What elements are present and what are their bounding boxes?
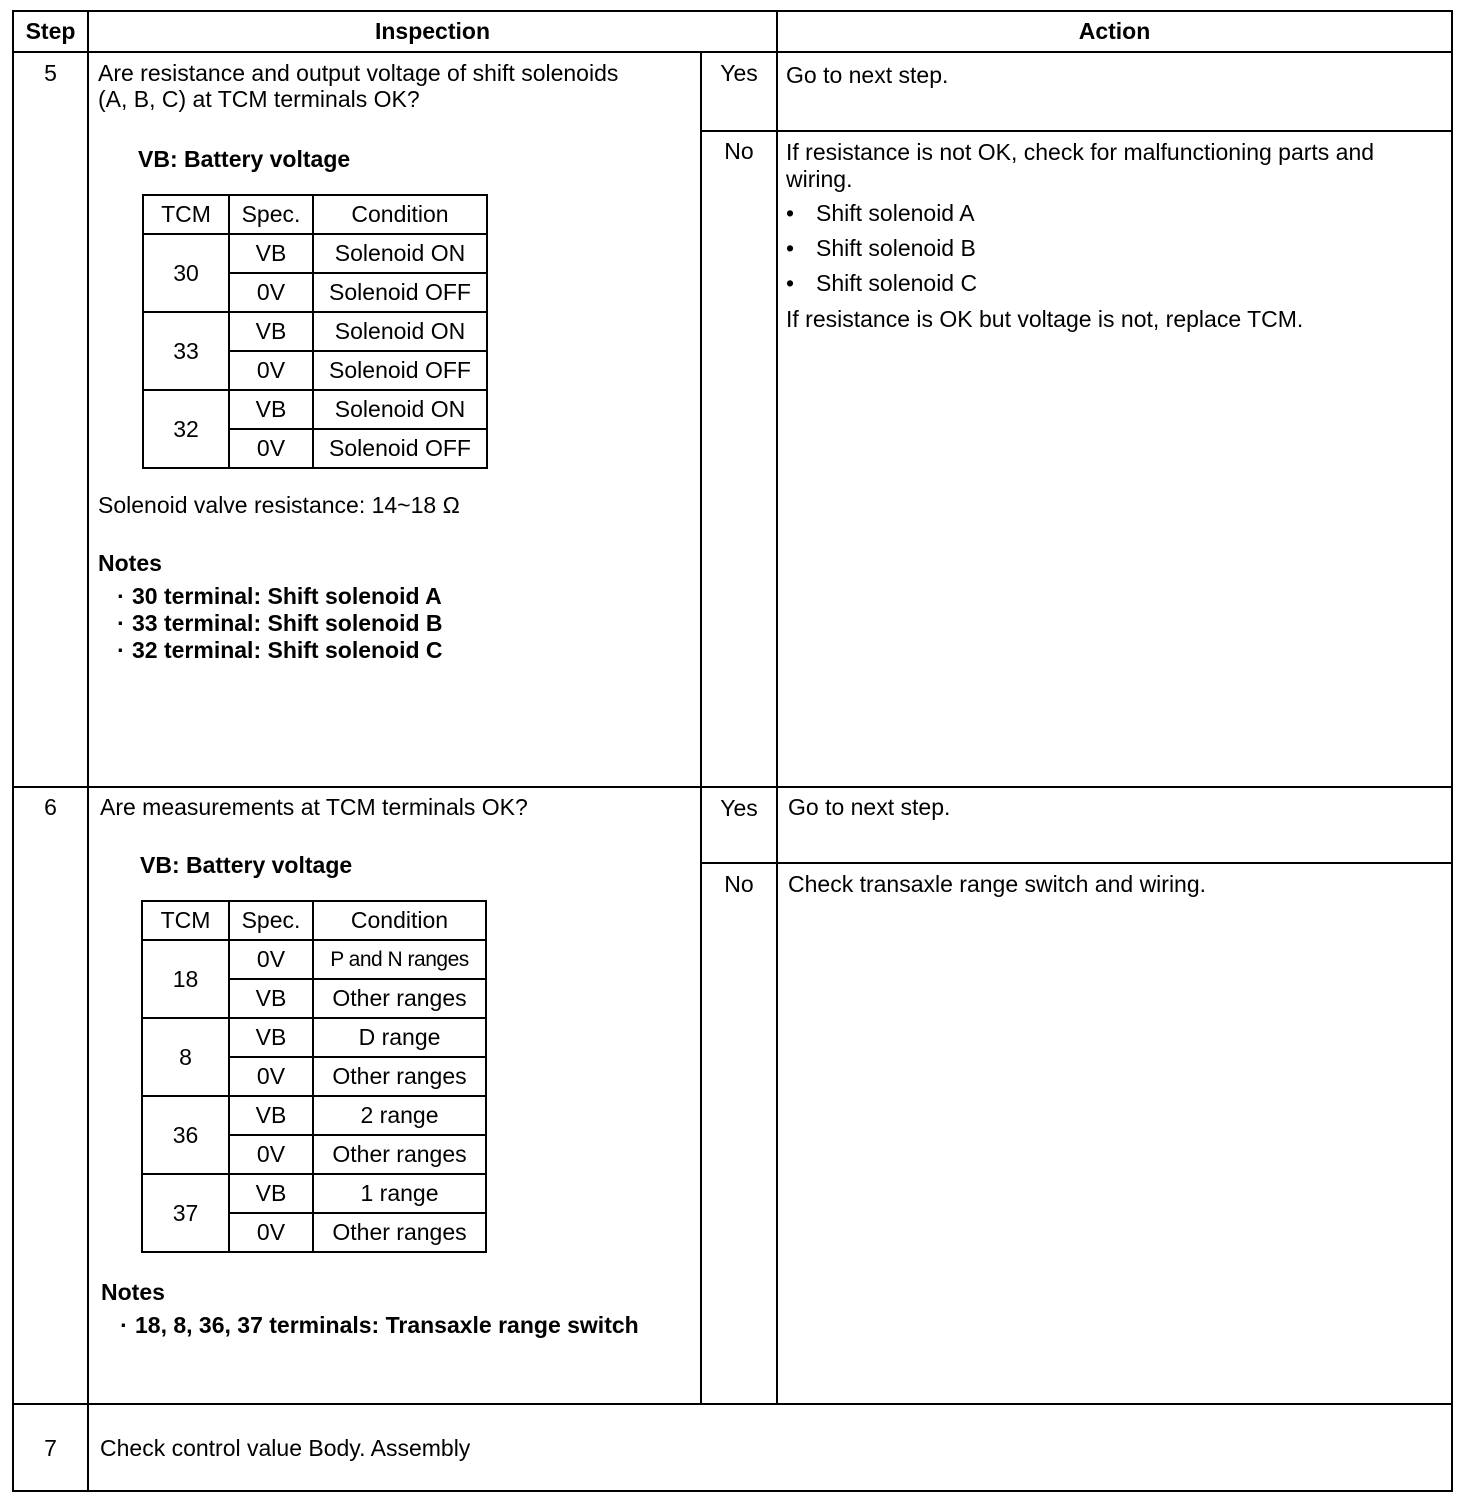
condition-value: Solenoid OFF: [313, 429, 487, 468]
condition-value: Solenoid ON: [313, 234, 487, 273]
spec-value: 0V: [229, 1213, 313, 1252]
step5-no-footer: If resistance is OK but voltage is not, replace TCM.: [786, 306, 1304, 332]
list-item: • Shift solenoid B: [786, 231, 977, 266]
list-item: • Shift solenoid C: [786, 266, 977, 301]
step6-vb-label: VB: Battery voltage: [140, 852, 353, 878]
yes-no-column-border: [700, 52, 702, 1404]
step5-no-bullets: [786, 196, 977, 301]
step-header: Step: [25, 18, 76, 44]
table-bottom-border: [12, 1490, 1453, 1492]
list-item: · 30 terminal: Shift solenoid A: [98, 583, 443, 610]
spec-value: 0V: [229, 1135, 313, 1174]
condition-value: D range: [313, 1018, 486, 1057]
step-number: 6: [44, 794, 57, 820]
condition-value: 2 range: [313, 1096, 486, 1135]
step6-notes-title: Notes: [101, 1279, 165, 1305]
step-number: 5: [44, 60, 57, 86]
step6-spec-table: [141, 900, 487, 1253]
step5-no-action-line1: If resistance is not OK, check for malfunctioning parts and: [786, 139, 1375, 165]
step5-notes-title: Notes: [98, 550, 162, 576]
header-bottom-border: [12, 51, 1453, 53]
action-header: Action: [1078, 18, 1151, 44]
tcm-terminal: 32: [143, 390, 229, 468]
step5-notes-list: [98, 583, 443, 664]
step5-spec-table: [142, 194, 488, 469]
spec-value: VB: [229, 979, 313, 1018]
table-top-border: [12, 10, 1453, 12]
row6-yes-no-divider: [701, 862, 1453, 864]
tcm-terminal: 30: [143, 234, 229, 312]
row6-bottom-border: [12, 1403, 1453, 1405]
condition-value: Solenoid ON: [313, 312, 487, 351]
tcm-terminal: 33: [143, 312, 229, 390]
step6-question: Are measurements at TCM terminals OK?: [100, 794, 528, 820]
condition-value: 1 range: [313, 1174, 486, 1213]
step6-no-action: Check transaxle range switch and wiring.: [788, 871, 1207, 897]
tcm-terminal: 37: [142, 1174, 229, 1252]
list-item: • Shift solenoid A: [786, 196, 977, 231]
spec-value: VB: [229, 1096, 313, 1135]
step6-yes-label: Yes: [720, 795, 758, 821]
spec-value: VB: [229, 312, 313, 351]
step5-vb-label: VB: Battery voltage: [138, 146, 351, 172]
condition-value: Solenoid OFF: [313, 351, 487, 390]
step5-no-label: No: [724, 138, 754, 164]
list-item: · 33 terminal: Shift solenoid B: [98, 610, 443, 637]
spec-value: 0V: [229, 429, 313, 468]
spec-value: VB: [229, 1018, 313, 1057]
step-number: 7: [44, 1435, 57, 1461]
tcm-terminal: 18: [142, 940, 229, 1018]
step5-yes-action: Go to next step.: [786, 62, 949, 88]
table-header-condition: Condition: [313, 195, 487, 234]
step6-yes-action: Go to next step.: [788, 794, 951, 820]
table-header-tcm: TCM: [143, 195, 229, 234]
condition-value: Solenoid ON: [313, 390, 487, 429]
condition-value: Other ranges: [313, 979, 486, 1018]
spec-value: VB: [229, 1174, 313, 1213]
condition-value: Other ranges: [313, 1213, 486, 1252]
table-header-tcm: TCM: [142, 901, 229, 940]
step5-resistance: Solenoid valve resistance: 14~18 Ω: [98, 492, 460, 518]
table-left-border: [12, 10, 14, 1492]
list-item: · 32 terminal: Shift solenoid C: [98, 637, 443, 664]
spec-value: 0V: [229, 940, 313, 979]
step5-question-line1: Are resistance and output voltage of shift solenoids: [98, 60, 619, 86]
action-column-border: [776, 10, 778, 1404]
step5-yes-label: Yes: [720, 60, 758, 86]
condition-value: Other ranges: [313, 1135, 486, 1174]
step5-question-line2: (A, B, C) at TCM terminals OK?: [98, 86, 420, 112]
tcm-terminal: 8: [142, 1018, 229, 1096]
condition-value: Other ranges: [313, 1057, 486, 1096]
table-header-spec: Spec.: [229, 195, 313, 234]
row5-yes-no-divider: [701, 130, 1453, 132]
list-item: · 18, 8, 36, 37 terminals: Transaxle range switch: [101, 1312, 639, 1339]
spec-value: 0V: [229, 273, 313, 312]
table-header-spec: Spec.: [229, 901, 313, 940]
step7-text: Check control value Body. Assembly: [100, 1435, 471, 1461]
spec-value: VB: [229, 234, 313, 273]
tcm-terminal: 36: [142, 1096, 229, 1174]
step5-no-action-line2: wiring.: [786, 166, 853, 192]
condition-value: Solenoid OFF: [313, 273, 487, 312]
spec-value: 0V: [229, 351, 313, 390]
condition-value: P and N ranges: [313, 940, 486, 979]
step-column-border: [87, 10, 89, 1492]
table-header-condition: Condition: [313, 901, 486, 940]
spec-value: 0V: [229, 1057, 313, 1096]
table-right-border: [1451, 10, 1453, 1492]
inspection-header: Inspection: [374, 18, 490, 44]
step6-no-label: No: [724, 871, 754, 897]
row5-bottom-border: [12, 786, 1453, 788]
step6-notes-list: [101, 1312, 639, 1339]
spec-value: VB: [229, 390, 313, 429]
